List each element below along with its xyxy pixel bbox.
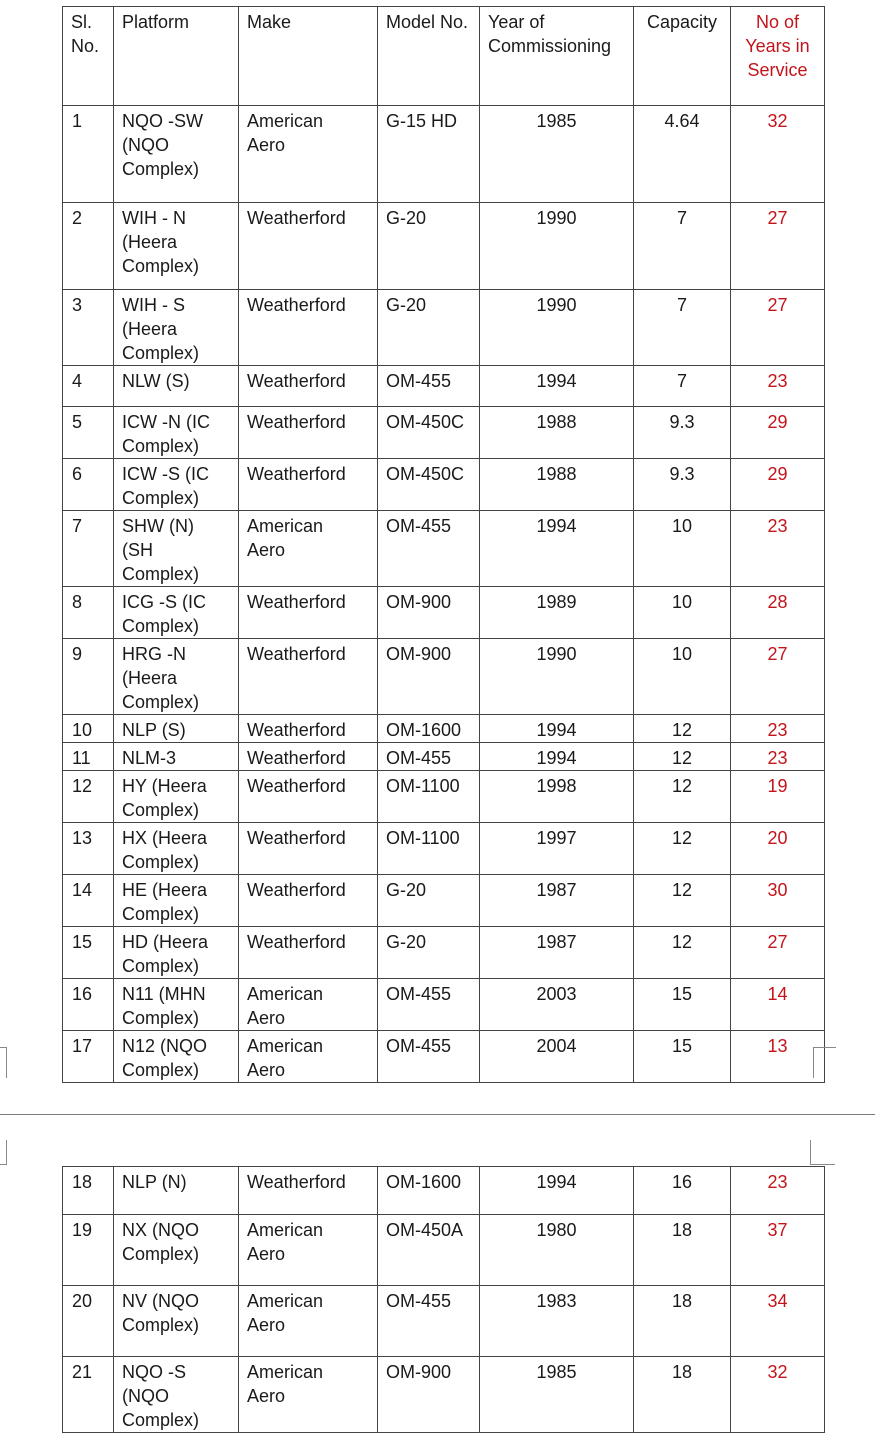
cell-model-no: OM-900 — [378, 587, 480, 639]
cell-capacity: 7 — [634, 203, 731, 290]
cell-year: 1994 — [480, 1167, 634, 1215]
header-platform: Platform — [114, 7, 239, 106]
cell-year: 1994 — [480, 511, 634, 587]
cell-years-in-service: 23 — [731, 366, 825, 407]
cell-make: American Aero — [239, 1286, 378, 1357]
cell-sl-no: 13 — [63, 823, 114, 875]
cell-year: 2004 — [480, 1031, 634, 1083]
cell-platform: WIH - S (Heera Complex) — [114, 290, 239, 366]
header-capacity: Capacity — [634, 7, 731, 106]
header-years-in-service: No of Years in Service — [731, 7, 825, 106]
table-row — [63, 1167, 825, 1215]
cell-model-no: OM-450C — [378, 459, 480, 511]
cell-sl-no: 4 — [63, 366, 114, 407]
table-row — [63, 715, 825, 743]
header-year-of-commissioning: Year of Commissioning — [480, 7, 634, 106]
cell-sl-no: 11 — [63, 743, 114, 771]
table-row — [63, 1215, 825, 1286]
cell-platform: NQO -S (NQO Complex) — [114, 1357, 239, 1433]
cell-make: American Aero — [239, 511, 378, 587]
cell-sl-no: 21 — [63, 1357, 114, 1433]
cell-years-in-service: 29 — [731, 459, 825, 511]
cell-platform: HE (Heera Complex) — [114, 875, 239, 927]
table-row — [63, 587, 825, 639]
cell-platform: NLP (S) — [114, 715, 239, 743]
cell-sl-no: 15 — [63, 927, 114, 979]
page-corner-mark — [810, 1140, 835, 1165]
table-row — [63, 203, 825, 290]
table-row — [63, 979, 825, 1031]
cell-sl-no: 6 — [63, 459, 114, 511]
table-row — [63, 511, 825, 587]
cell-year: 1985 — [480, 106, 634, 203]
table-row — [63, 407, 825, 459]
cell-years-in-service: 28 — [731, 587, 825, 639]
cell-sl-no: 19 — [63, 1215, 114, 1286]
cell-capacity: 15 — [634, 979, 731, 1031]
cell-model-no: OM-455 — [378, 366, 480, 407]
cell-capacity: 7 — [634, 290, 731, 366]
page-corner-mark — [813, 1047, 836, 1078]
cell-sl-no: 18 — [63, 1167, 114, 1215]
page-corner-mark — [0, 1047, 7, 1078]
cell-model-no: OM-1100 — [378, 771, 480, 823]
cell-sl-no: 2 — [63, 203, 114, 290]
cell-years-in-service: 32 — [731, 1357, 825, 1433]
cell-year: 2003 — [480, 979, 634, 1031]
cell-model-no: G-20 — [378, 927, 480, 979]
cell-years-in-service: 13 — [731, 1031, 825, 1083]
cell-make: Weatherford — [239, 927, 378, 979]
cell-platform: NLP (N) — [114, 1167, 239, 1215]
cell-platform: N11 (MHN Complex) — [114, 979, 239, 1031]
cell-model-no: G-20 — [378, 290, 480, 366]
cell-make: Weatherford — [239, 1167, 378, 1215]
cell-years-in-service: 27 — [731, 290, 825, 366]
header-make: Make — [239, 7, 378, 106]
cell-year: 1987 — [480, 875, 634, 927]
cell-years-in-service: 14 — [731, 979, 825, 1031]
cell-capacity: 12 — [634, 927, 731, 979]
table-row — [63, 875, 825, 927]
cell-model-no: OM-455 — [378, 743, 480, 771]
cell-make: American Aero — [239, 1215, 378, 1286]
cell-capacity: 10 — [634, 587, 731, 639]
cell-make: Weatherford — [239, 715, 378, 743]
cell-year: 1980 — [480, 1215, 634, 1286]
cell-make: Weatherford — [239, 459, 378, 511]
cell-platform: N12 (NQO Complex) — [114, 1031, 239, 1083]
cell-platform: ICG -S (IC Complex) — [114, 587, 239, 639]
cell-capacity: 18 — [634, 1286, 731, 1357]
cell-capacity: 12 — [634, 771, 731, 823]
cell-years-in-service: 19 — [731, 771, 825, 823]
cell-make: American Aero — [239, 1357, 378, 1433]
cell-platform: HRG -N (Heera Complex) — [114, 639, 239, 715]
table-body-page2 — [63, 1167, 825, 1433]
cell-capacity: 16 — [634, 1167, 731, 1215]
cell-years-in-service: 37 — [731, 1215, 825, 1286]
cell-make: Weatherford — [239, 639, 378, 715]
cell-capacity: 15 — [634, 1031, 731, 1083]
cell-model-no: OM-455 — [378, 511, 480, 587]
table-row — [63, 823, 825, 875]
cell-make: Weatherford — [239, 366, 378, 407]
cell-sl-no: 17 — [63, 1031, 114, 1083]
cell-model-no: OM-1100 — [378, 823, 480, 875]
cell-sl-no: 3 — [63, 290, 114, 366]
cell-make: Weatherford — [239, 743, 378, 771]
cell-year: 1990 — [480, 290, 634, 366]
cell-capacity: 12 — [634, 875, 731, 927]
cell-model-no: OM-900 — [378, 639, 480, 715]
cell-platform: ICW -S (IC Complex) — [114, 459, 239, 511]
cell-make: Weatherford — [239, 771, 378, 823]
cell-capacity: 10 — [634, 511, 731, 587]
cell-year: 1994 — [480, 715, 634, 743]
cell-platform: NLW (S) — [114, 366, 239, 407]
cell-model-no: G-20 — [378, 203, 480, 290]
cell-years-in-service: 34 — [731, 1286, 825, 1357]
cell-capacity: 9.3 — [634, 459, 731, 511]
cell-model-no: OM-450C — [378, 407, 480, 459]
table-row — [63, 459, 825, 511]
header-model-no: Model No. — [378, 7, 480, 106]
table-row — [63, 366, 825, 407]
cell-model-no: OM-1600 — [378, 715, 480, 743]
cell-sl-no: 5 — [63, 407, 114, 459]
cell-model-no: OM-455 — [378, 1286, 480, 1357]
cell-year: 1990 — [480, 203, 634, 290]
cell-year: 1994 — [480, 743, 634, 771]
table-body-page1 — [63, 106, 825, 1083]
page-break-line — [0, 1114, 875, 1115]
gas-compressor-table-page2 — [62, 1166, 825, 1433]
cell-years-in-service: 32 — [731, 106, 825, 203]
cell-sl-no: 20 — [63, 1286, 114, 1357]
cell-years-in-service: 23 — [731, 715, 825, 743]
page-corner-mark — [0, 1140, 7, 1165]
cell-make: Weatherford — [239, 203, 378, 290]
cell-years-in-service: 29 — [731, 407, 825, 459]
cell-platform: NLM-3 — [114, 743, 239, 771]
cell-make: Weatherford — [239, 875, 378, 927]
cell-sl-no: 12 — [63, 771, 114, 823]
gas-compressor-table-page1 — [62, 6, 825, 1083]
cell-capacity: 18 — [634, 1215, 731, 1286]
table-row — [63, 743, 825, 771]
cell-capacity: 4.64 — [634, 106, 731, 203]
cell-model-no: G-20 — [378, 875, 480, 927]
cell-years-in-service: 27 — [731, 639, 825, 715]
table-row — [63, 290, 825, 366]
cell-platform: HD (Heera Complex) — [114, 927, 239, 979]
cell-year: 1988 — [480, 459, 634, 511]
cell-years-in-service: 20 — [731, 823, 825, 875]
cell-capacity: 9.3 — [634, 407, 731, 459]
cell-make: Weatherford — [239, 823, 378, 875]
cell-year: 1997 — [480, 823, 634, 875]
cell-capacity: 10 — [634, 639, 731, 715]
cell-year: 1990 — [480, 639, 634, 715]
cell-years-in-service: 23 — [731, 1167, 825, 1215]
table-row — [63, 106, 825, 203]
cell-capacity: 12 — [634, 743, 731, 771]
cell-platform: ICW -N (IC Complex) — [114, 407, 239, 459]
cell-sl-no: 16 — [63, 979, 114, 1031]
cell-model-no: OM-455 — [378, 979, 480, 1031]
cell-sl-no: 1 — [63, 106, 114, 203]
cell-year: 1998 — [480, 771, 634, 823]
cell-year: 1987 — [480, 927, 634, 979]
cell-model-no: OM-900 — [378, 1357, 480, 1433]
cell-platform: HX (Heera Complex) — [114, 823, 239, 875]
cell-sl-no: 14 — [63, 875, 114, 927]
cell-platform: NV (NQO Complex) — [114, 1286, 239, 1357]
cell-make: American Aero — [239, 1031, 378, 1083]
cell-platform: WIH - N (Heera Complex) — [114, 203, 239, 290]
cell-sl-no: 7 — [63, 511, 114, 587]
cell-years-in-service: 23 — [731, 743, 825, 771]
cell-make: American Aero — [239, 979, 378, 1031]
table-row — [63, 639, 825, 715]
cell-model-no: OM-450A — [378, 1215, 480, 1286]
cell-years-in-service: 23 — [731, 511, 825, 587]
cell-year: 1989 — [480, 587, 634, 639]
cell-platform: HY (Heera Complex) — [114, 771, 239, 823]
table-row — [63, 1286, 825, 1357]
cell-make: Weatherford — [239, 407, 378, 459]
cell-capacity: 12 — [634, 823, 731, 875]
cell-make: American Aero — [239, 106, 378, 203]
table-row — [63, 1031, 825, 1083]
cell-year: 1988 — [480, 407, 634, 459]
table-row — [63, 771, 825, 823]
cell-years-in-service: 27 — [731, 203, 825, 290]
cell-year: 1985 — [480, 1357, 634, 1433]
cell-year: 1983 — [480, 1286, 634, 1357]
cell-platform: SHW (N) (SH Complex) — [114, 511, 239, 587]
header-sl-no: Sl. No. — [63, 7, 114, 106]
cell-years-in-service: 30 — [731, 875, 825, 927]
cell-sl-no: 9 — [63, 639, 114, 715]
cell-make: Weatherford — [239, 290, 378, 366]
cell-capacity: 18 — [634, 1357, 731, 1433]
cell-capacity: 7 — [634, 366, 731, 407]
cell-years-in-service: 27 — [731, 927, 825, 979]
table-row — [63, 927, 825, 979]
cell-capacity: 12 — [634, 715, 731, 743]
cell-sl-no: 8 — [63, 587, 114, 639]
cell-make: Weatherford — [239, 587, 378, 639]
cell-sl-no: 10 — [63, 715, 114, 743]
cell-platform: NX (NQO Complex) — [114, 1215, 239, 1286]
header-row — [63, 7, 825, 106]
cell-model-no: OM-1600 — [378, 1167, 480, 1215]
cell-year: 1994 — [480, 366, 634, 407]
cell-model-no: G-15 HD — [378, 106, 480, 203]
cell-platform: NQO -SW (NQO Complex) — [114, 106, 239, 203]
table-row — [63, 1357, 825, 1433]
cell-model-no: OM-455 — [378, 1031, 480, 1083]
